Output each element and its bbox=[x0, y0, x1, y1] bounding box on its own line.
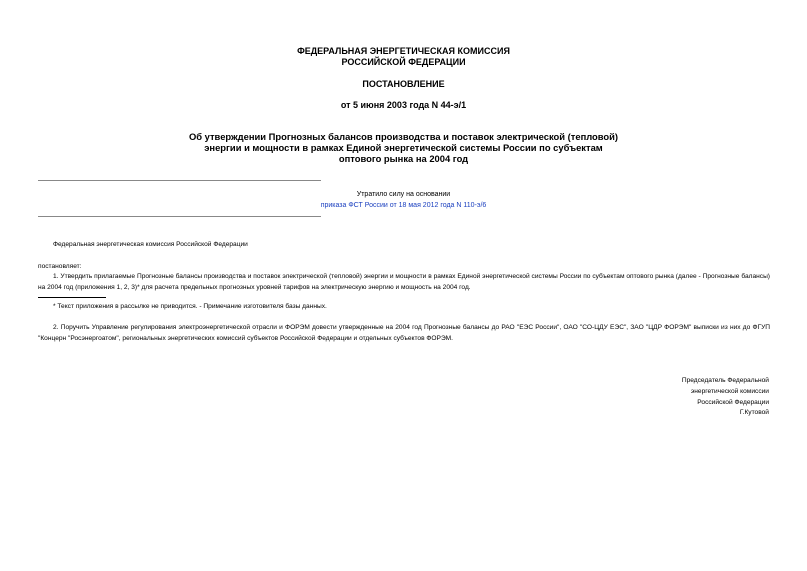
document-type: ПОСТАНОВЛЕНИЕ bbox=[362, 79, 445, 89]
repeal-link-row bbox=[250, 200, 557, 212]
document-date: от 5 июня 2003 года N 44-э/1 bbox=[340, 100, 467, 110]
document-title-line1: Об утверждении Прогнозных балансов производства и поставок электрической (тепловой) bbox=[188, 131, 619, 142]
document-title-line2: энергии и мощности в рамках Единой энергетической системы России по субъектам bbox=[204, 142, 603, 153]
signature-line1: Председатель Федеральной bbox=[681, 377, 769, 384]
footnote-divider bbox=[38, 297, 106, 298]
signature-line2: энергетической комиссии bbox=[690, 388, 769, 395]
divider-bottom bbox=[38, 216, 321, 217]
signatory-name: Г.Кутовой bbox=[739, 409, 769, 416]
item-1-paragraph: 1. Утвердить прилагаемые Прогнозные балансы производства и поставок электрической (тепловой) энергии и мощности в рамках Единой энергетической системы России по субъектам оптового рынка (далее - Прогнозные балансы) на 2004 год (приложения 1, 2, 3)* для расчета предельных прогнозных уровней тарифов на электрическую энергию и мощность на 2004 год. bbox=[38, 273, 770, 291]
item-2-paragraph: 2. Поручить Управление регулирования электроэнергетической отрасли и ФОРЭМ довести утвержденные на 2004 год Прогнозные балансы до РАО "ЕЭС России", ОАО "СО-ЦДУ ЕЭС", ЗАО "ЦДР ФОРЭМ" выписки из них до ФГУП "Концерн "Росэнергоатом", региональных энергетических комиссий субъектов Российской Федерации и отдельных субъектов ФОРЭМ. bbox=[38, 324, 770, 342]
signature-line3: Российской Федерации bbox=[697, 399, 769, 406]
resolves-text: постановляет: bbox=[38, 263, 82, 270]
divider-top bbox=[38, 180, 321, 181]
org-name-line2: РОССИЙСКОЙ ФЕДЕРАЦИИ bbox=[341, 57, 466, 67]
repeal-note: Утратило силу на основании bbox=[356, 191, 451, 198]
org-name-line1: ФЕДЕРАЛЬНАЯ ЭНЕРГЕТИЧЕСКАЯ КОМИССИЯ bbox=[297, 46, 510, 56]
document-title-line3: оптового рынка на 2004 год bbox=[338, 153, 469, 164]
issuer-text: Федеральная энергетическая комиссия Российской Федерации bbox=[53, 241, 248, 248]
footnote-text: * Текст приложения в рассылке не приводится. - Примечание изготовителя базы данных. bbox=[53, 303, 327, 310]
repeal-order-link[interactable]: приказа ФСТ России от 18 мая 2012 года N 110-э/6 bbox=[320, 202, 487, 209]
